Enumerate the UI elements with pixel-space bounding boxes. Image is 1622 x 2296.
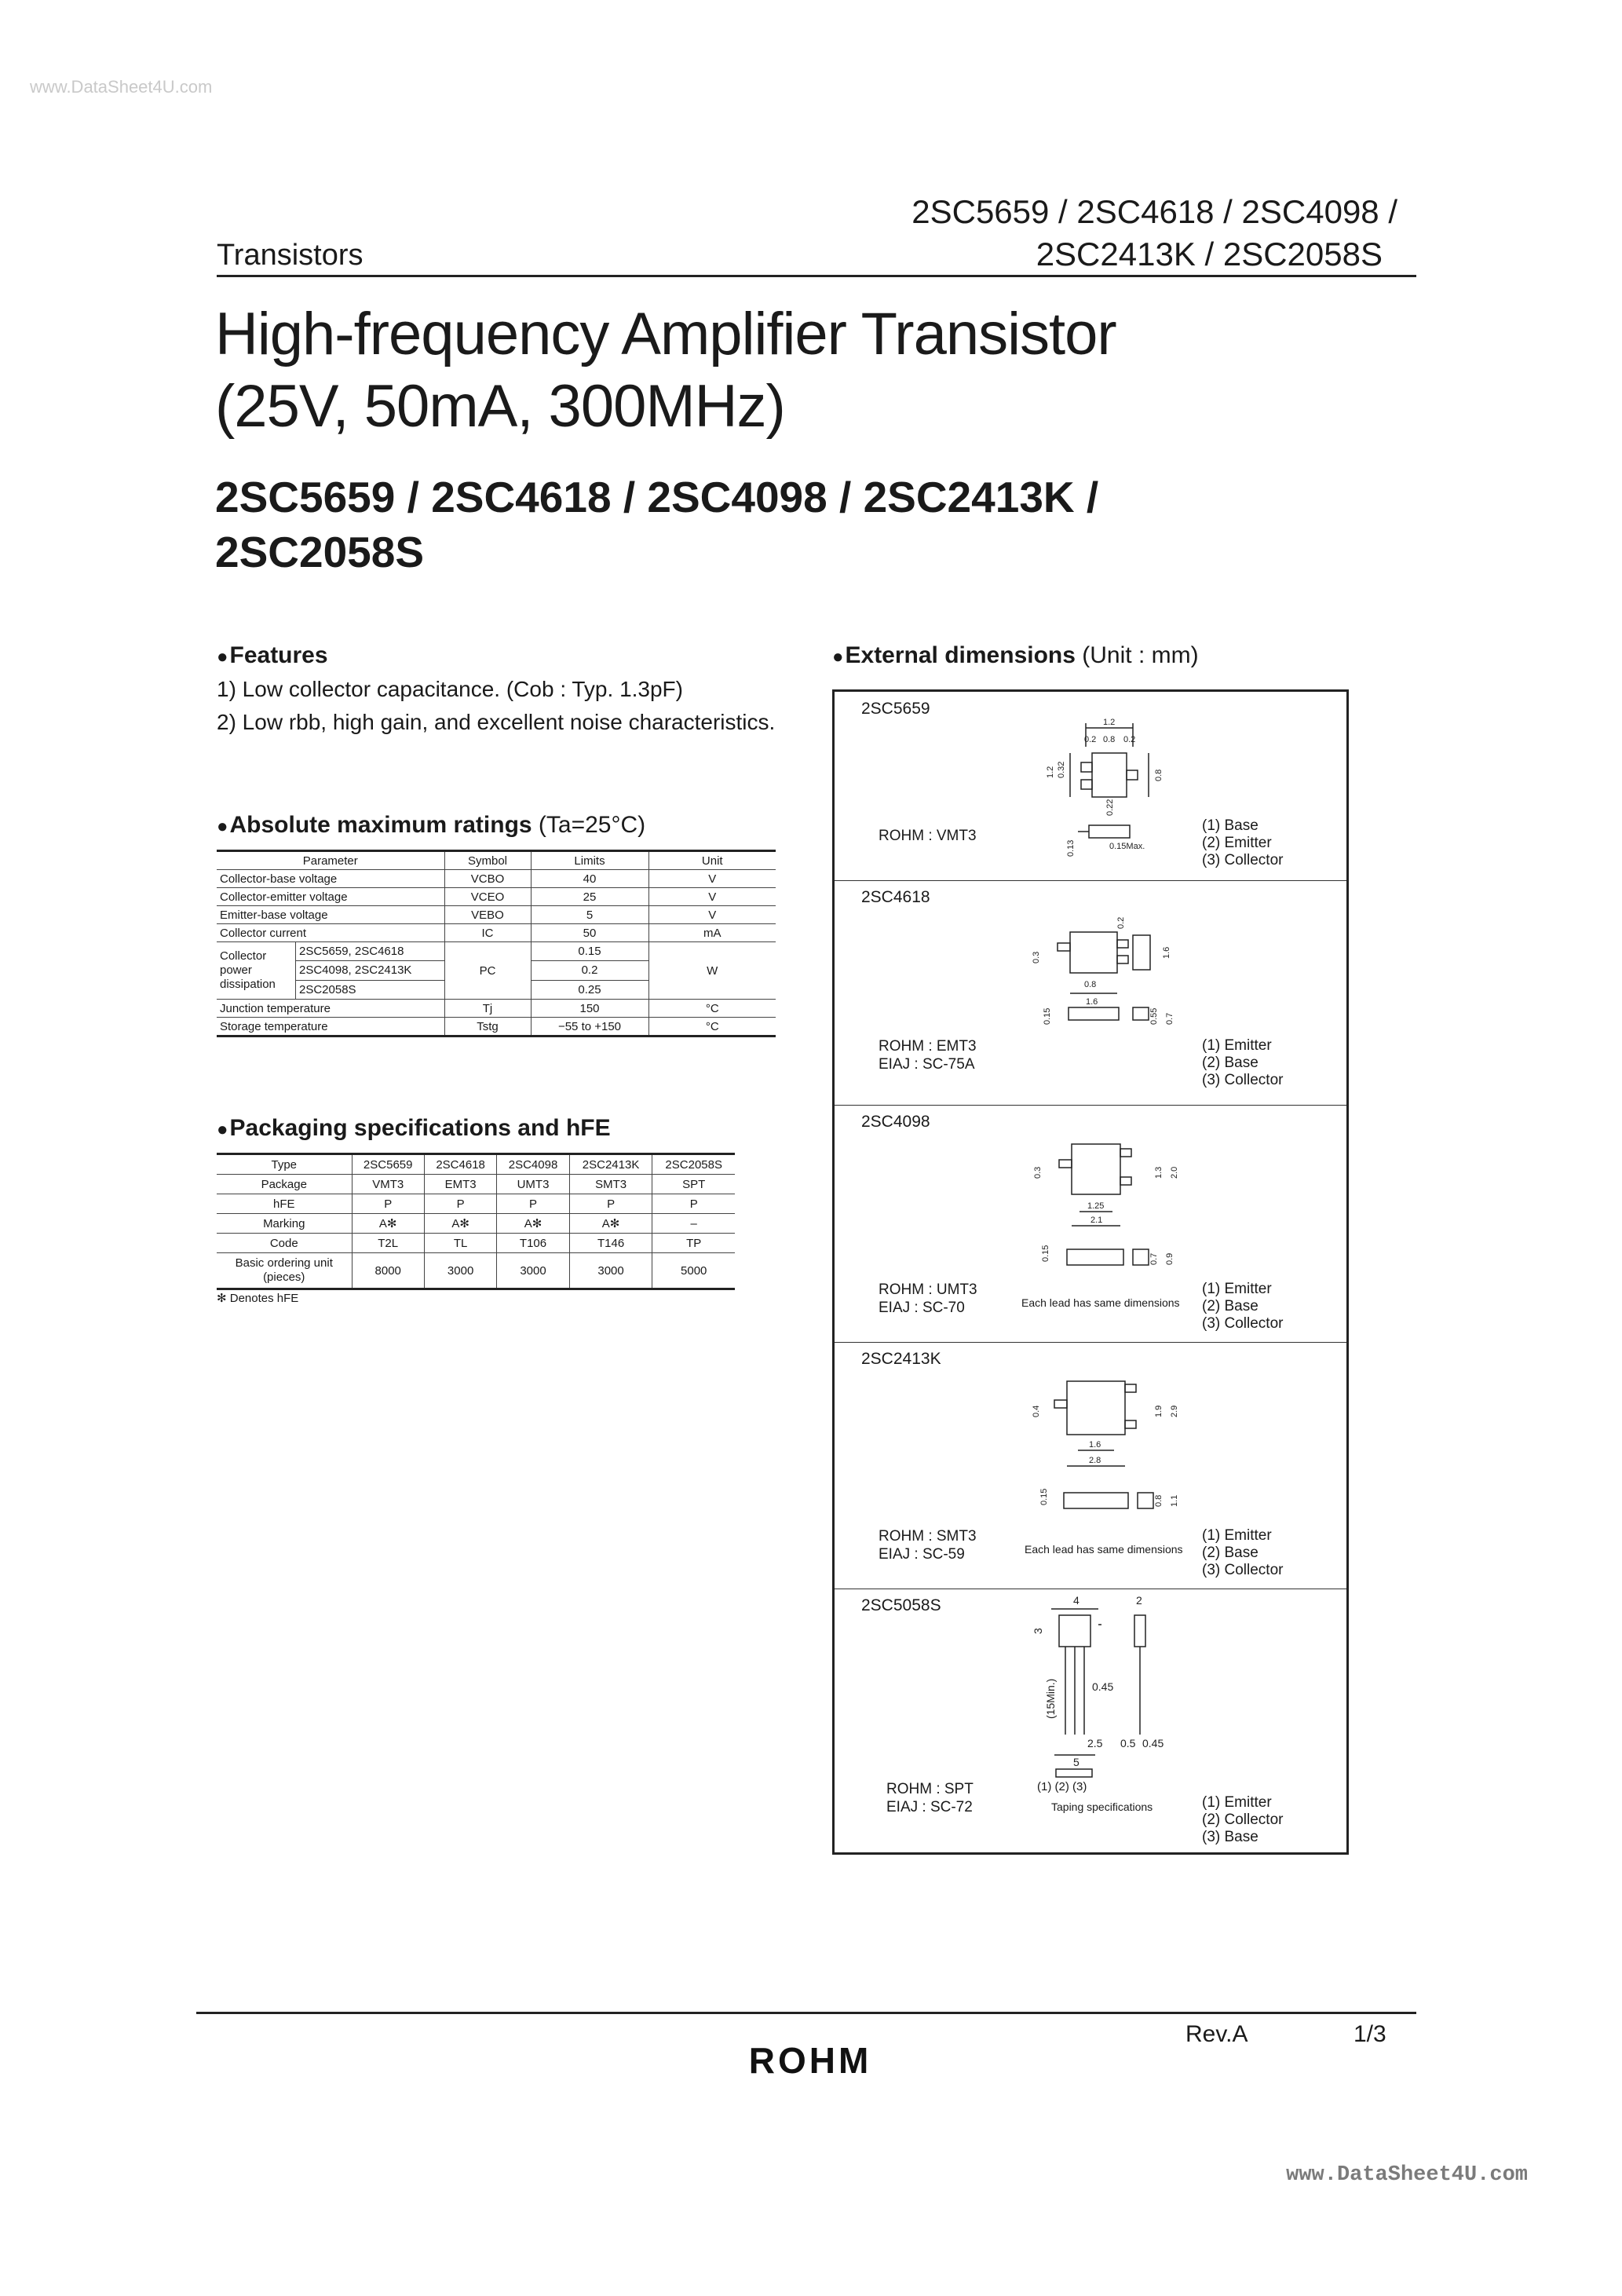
dim-label: 0.45 — [1092, 1680, 1114, 1693]
column-header: Limits — [531, 851, 648, 870]
subtitle-line-1: 2SC5659 / 2SC4618 / 2SC4098 / 2SC2413K / — [215, 473, 1099, 521]
package-info: ROHM : VMT3 — [879, 828, 977, 844]
cell: SMT3 — [569, 1175, 652, 1194]
cell: 3000 — [424, 1253, 496, 1289]
dim-label: 5 — [1073, 1756, 1080, 1768]
cell: SPT — [652, 1175, 735, 1194]
dim-label: 0.7 — [1165, 1012, 1174, 1025]
svg-text:ROHM: ROHM — [748, 2042, 872, 2079]
title-line-1: High-frequency Amplifier Transistor — [215, 301, 1116, 367]
row-label: hFE — [217, 1194, 352, 1214]
package-info: ROHM : UMT3 EIAJ : SC-70 — [879, 1281, 977, 1316]
cell: – — [652, 1214, 735, 1234]
limit-cell: −55 to +150 — [531, 1018, 648, 1036]
cell: P — [424, 1194, 496, 1214]
row-label: Basic ordering unit (pieces) — [217, 1253, 352, 1289]
vmt3-outline-drawing — [1031, 715, 1211, 865]
dimension-section-2SC4098 — [835, 1105, 1346, 1343]
lead-note: Each lead has same dimensions — [1025, 1543, 1183, 1556]
dim-label: 0.32 — [1057, 761, 1066, 778]
unit-cell: V — [648, 870, 776, 888]
dimension-section-2SC5659 — [835, 692, 1346, 881]
table-row — [217, 906, 776, 924]
pd-parts: 2SC2058S — [299, 982, 356, 996]
package-info: ROHM : SPT EIAJ : SC-72 — [886, 1781, 974, 1815]
dim-label: 0.3 — [1032, 951, 1041, 963]
dim-label: 0.15 — [1041, 1245, 1050, 1262]
table-row — [217, 1000, 776, 1018]
symbol-cell: VCEO — [444, 888, 531, 906]
page-number: 1/3 — [1353, 2021, 1386, 2047]
part-number-title — [215, 470, 1098, 579]
watermark-top: www.DataSheet4U.com — [30, 77, 213, 97]
cell: TP — [652, 1234, 735, 1253]
bullet-icon: ● — [217, 1119, 228, 1140]
watermark-bottom: www.DataSheet4U.com — [1286, 2163, 1528, 2187]
dim-label: 2.5 — [1087, 1737, 1103, 1749]
page-title — [215, 298, 1116, 443]
pin-order-label: (1) (2) (3) — [1037, 1780, 1087, 1793]
dim-label: 0.5 — [1120, 1737, 1136, 1749]
row-label: Package — [217, 1175, 352, 1194]
limit-cell: 0.15 — [531, 942, 648, 961]
pin-list: (1) Emitter (2) Base (3) Collector — [1202, 1281, 1284, 1332]
dim-label: 1.1 — [1170, 1494, 1179, 1507]
part-number: 2SC5058S — [861, 1596, 941, 1614]
bullet-icon: ● — [832, 646, 844, 667]
cell: TL — [424, 1234, 496, 1253]
dim-label: 1.9 — [1154, 1405, 1164, 1417]
param-cell: Collector current — [217, 924, 444, 942]
param-cell: Emitter-base voltage — [217, 906, 444, 924]
cell: UMT3 — [497, 1175, 569, 1194]
dim-label: 0.8 — [1103, 735, 1116, 744]
pin-list: (1) Base (2) Emitter (3) Collector — [1202, 817, 1284, 868]
dim-label: 0.8 — [1154, 769, 1164, 781]
column-header: Symbol — [444, 851, 531, 870]
cell: P — [352, 1194, 424, 1214]
dim-label: (15Min.) — [1044, 1678, 1057, 1719]
dim-label: 2.8 — [1089, 1456, 1101, 1465]
part-number: 2SC2413K — [861, 1350, 941, 1368]
column-header: Unit — [648, 851, 776, 870]
param-cell-pd — [217, 942, 444, 1000]
table-row — [217, 888, 776, 906]
cell: 3000 — [569, 1253, 652, 1289]
feature-item-2: 2) Low rbb, high gain, and excellent noise characteristics. — [217, 710, 776, 734]
limit-cell: 50 — [531, 924, 648, 942]
header-rule — [217, 275, 1416, 277]
part-number: 2SC4618 — [861, 888, 930, 906]
bullet-icon: ● — [217, 646, 228, 667]
cell: EMT3 — [424, 1175, 496, 1194]
header-part-numbers-line1: 2SC5659 / 2SC4618 / 2SC4098 / — [911, 193, 1397, 230]
symbol-cell: VCBO — [444, 870, 531, 888]
unit-cell: °C — [648, 1018, 776, 1036]
external-dimensions-box — [832, 689, 1349, 1855]
dimension-section-2SC2413K — [835, 1342, 1346, 1589]
table-row — [217, 942, 776, 961]
dim-label: 2 — [1136, 1594, 1142, 1607]
cell: T106 — [497, 1234, 569, 1253]
column-header: 2SC5659 — [352, 1154, 424, 1175]
cell: A✻ — [424, 1214, 496, 1234]
features-heading: ●Features — [217, 642, 328, 668]
dim-label: 2.1 — [1090, 1216, 1103, 1225]
param-cell: Junction temperature — [217, 1000, 444, 1018]
table-header-row — [217, 851, 776, 870]
dim-label: 2.0 — [1170, 1166, 1179, 1179]
part-number: 2SC5659 — [861, 700, 930, 718]
taping-note: Taping specifications — [1051, 1801, 1153, 1813]
cell: P — [497, 1194, 569, 1214]
dim-label: 0.8 — [1154, 1494, 1164, 1507]
symbol-cell: Tstg — [444, 1018, 531, 1036]
external-dimensions-heading: ●External dimensions (Unit : mm) — [832, 642, 1199, 668]
bullet-icon: ● — [217, 816, 228, 837]
param-cell: Collector-emitter voltage — [217, 888, 444, 906]
cell: 5000 — [652, 1253, 735, 1289]
dim-label: 0.7 — [1149, 1252, 1159, 1265]
footer-rule — [196, 2012, 1416, 2014]
unit-cell: V — [648, 906, 776, 924]
rohm-logo — [740, 2042, 881, 2079]
limit-cell: 25 — [531, 888, 648, 906]
packaging-table — [217, 1153, 735, 1290]
dim-label: 1.2 — [1103, 718, 1116, 727]
column-header: 2SC4618 — [424, 1154, 496, 1175]
cell: P — [569, 1194, 652, 1214]
dim-label: 0.15Max. — [1109, 842, 1145, 851]
packaging-heading: ●Packaging specifications and hFE — [217, 1115, 611, 1141]
dim-label: 0.15 — [1043, 1007, 1052, 1025]
table-row — [217, 870, 776, 888]
limit-cell: 40 — [531, 870, 648, 888]
package-info: ROHM : EMT3 EIAJ : SC-75A — [879, 1038, 977, 1073]
header-part-numbers-line2: 2SC2413K / 2SC2058S — [1036, 236, 1383, 272]
header-category: Transistors — [217, 239, 363, 272]
limit-cell: 0.2 — [531, 961, 648, 980]
dim-label: 3 — [1032, 1628, 1044, 1634]
power-dissipation-label: Collector power dissipation — [217, 942, 296, 999]
table-row — [217, 1234, 735, 1253]
amr-heading: ●Absolute maximum ratings (Ta=25°C) — [217, 812, 646, 838]
dimension-section-2SC5058S — [835, 1589, 1346, 1852]
revision-label: Rev.A — [1185, 2021, 1248, 2047]
table-row — [217, 1194, 735, 1214]
pin-list: (1) Emitter (2) Collector (3) Base — [1202, 1794, 1284, 1845]
cell: 3000 — [497, 1253, 569, 1289]
smt3-outline-drawing — [1015, 1358, 1196, 1530]
cell: VMT3 — [352, 1175, 424, 1194]
column-header: 2SC2413K — [569, 1154, 652, 1175]
symbol-cell: PC — [444, 942, 531, 1000]
lead-note: Each lead has same dimensions — [1021, 1296, 1180, 1309]
feature-item-1: 1) Low collector capacitance. (Cob : Typ. 1.3pF) — [217, 677, 683, 701]
dim-label: 0.8 — [1084, 980, 1097, 989]
cell: T146 — [569, 1234, 652, 1253]
symbol-cell: VEBO — [444, 906, 531, 924]
dim-label: 0.45 — [1142, 1737, 1164, 1749]
row-label: Code — [217, 1234, 352, 1253]
dim-label: 1.25 — [1087, 1201, 1105, 1211]
dim-label: 0.55 — [1149, 1007, 1159, 1025]
pd-parts: 2SC5659, 2SC4618 — [296, 942, 444, 961]
table-header-row — [217, 1154, 735, 1175]
dim-label: 1.6 — [1089, 1440, 1101, 1450]
limit-cell: 5 — [531, 906, 648, 924]
dim-label: 0.2 — [1116, 916, 1126, 929]
dim-label: 4 — [1073, 1594, 1080, 1607]
unit-cell: V — [648, 888, 776, 906]
limit-cell: 150 — [531, 1000, 648, 1018]
table-row — [217, 924, 776, 942]
absolute-max-ratings-table — [217, 850, 776, 1037]
pin-list: (1) Emitter (2) Base (3) Collector — [1202, 1037, 1284, 1088]
dim-label: 0.22 — [1105, 799, 1115, 816]
part-number: 2SC4098 — [861, 1113, 930, 1131]
column-header: 2SC4098 — [497, 1154, 569, 1175]
dim-label: 0.4 — [1032, 1405, 1041, 1417]
dim-label: 1.6 — [1162, 946, 1171, 959]
spt-outline-drawing — [1007, 1593, 1196, 1782]
symbol-cell: IC — [444, 924, 531, 942]
table-row — [217, 1018, 776, 1036]
dimension-section-2SC4618 — [835, 880, 1346, 1106]
title-line-2: (25V, 50mA, 300MHz) — [215, 373, 785, 440]
unit-cell: mA — [648, 924, 776, 942]
cell: A✻ — [352, 1214, 424, 1234]
cell: A✻ — [497, 1214, 569, 1234]
row-label: Marking — [217, 1214, 352, 1234]
column-header: 2SC2058S — [652, 1154, 735, 1175]
column-header: Parameter — [217, 851, 444, 870]
cell: P — [652, 1194, 735, 1214]
pin-list: (1) Emitter (2) Base (3) Collector — [1202, 1527, 1284, 1578]
cell: 8000 — [352, 1253, 424, 1289]
dim-label: 0.3 — [1033, 1166, 1043, 1179]
dim-label: 0.15 — [1039, 1488, 1049, 1505]
dim-label: 1.6 — [1086, 997, 1098, 1007]
dim-label: 0.2 — [1084, 735, 1097, 744]
table-row — [217, 1175, 735, 1194]
umt3-outline-drawing — [1015, 1121, 1196, 1285]
cell: T2L — [352, 1234, 424, 1253]
param-cell: Storage temperature — [217, 1018, 444, 1036]
dim-label: 1.2 — [1046, 766, 1055, 778]
pd-parts: 2SC4098, 2SC2413K — [296, 961, 444, 980]
unit-cell: °C — [648, 1000, 776, 1018]
dim-label: 2.9 — [1170, 1405, 1179, 1417]
packaging-note: ✻ Denotes hFE — [217, 1292, 299, 1305]
dim-label: 1.3 — [1154, 1166, 1164, 1179]
limit-cell: 0.25 — [531, 980, 648, 999]
param-cell: Collector-base voltage — [217, 870, 444, 888]
emt3-outline-drawing — [1015, 901, 1188, 1034]
table-row — [217, 1253, 735, 1289]
symbol-cell: Tj — [444, 1000, 531, 1018]
dim-label: 0.9 — [1165, 1252, 1174, 1265]
subtitle-line-2: 2SC2058S — [215, 528, 425, 576]
cell: A✻ — [569, 1214, 652, 1234]
package-info: ROHM : SMT3 EIAJ : SC-59 — [879, 1528, 977, 1563]
column-header: Type — [217, 1154, 352, 1175]
table-row — [217, 1214, 735, 1234]
dim-label: 0.2 — [1123, 735, 1136, 744]
unit-cell: W — [648, 942, 776, 1000]
dim-label: 0.13 — [1066, 839, 1076, 857]
